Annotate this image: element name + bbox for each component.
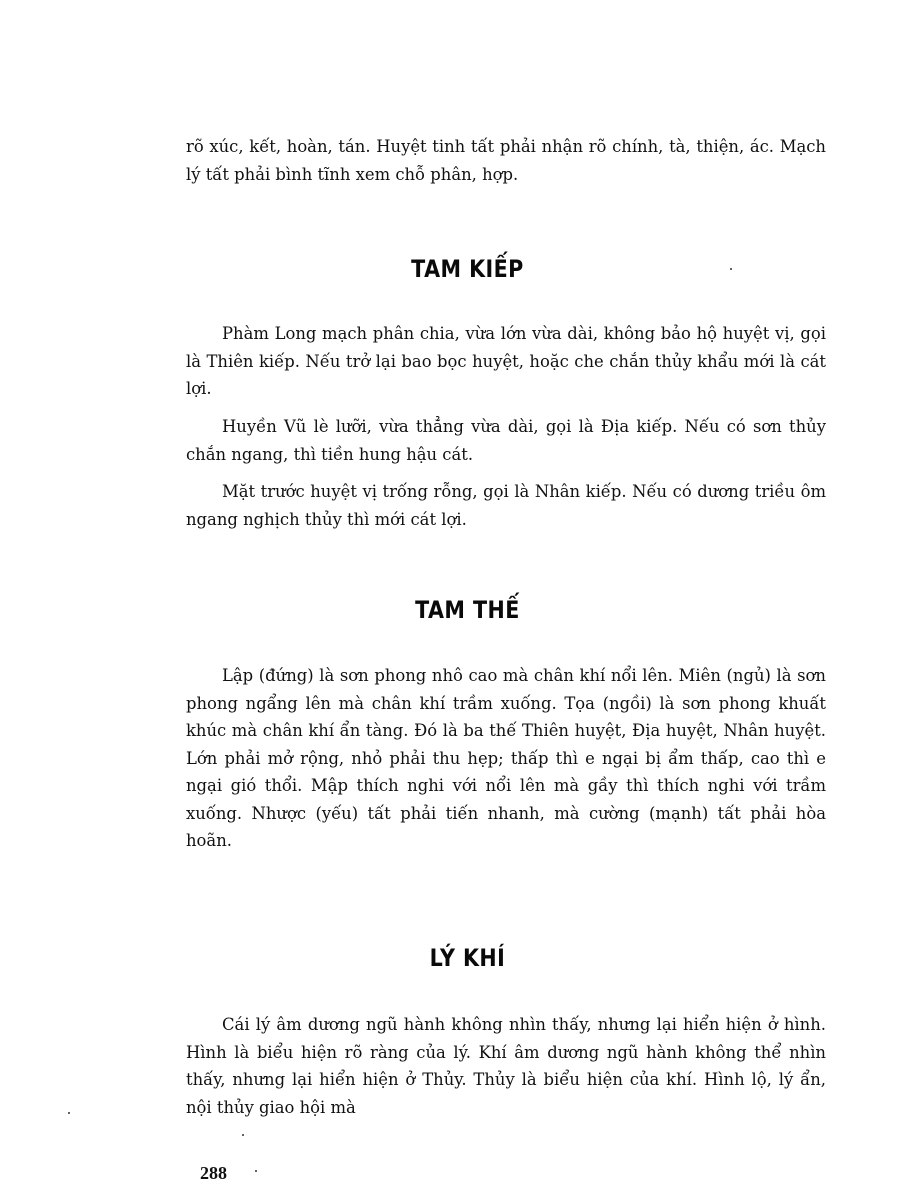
page-number: 288 [200,1163,227,1183]
section-heading-tam-kiep: TAM KIẾP [411,255,524,283]
tam-the-paragraph-1: Lập (đứng) là sơn phong nhô cao mà chân khí nổi lên. Miên (ngủ) là sơn phong ngẩng lên mà chân khí trầm xuống. Tọa (ngồi) là sơn phong khuất khúc mà chân khí ẩn tàng. Đó là ba thế Thiên huyệt, Địa huyệt, Nhân huyệt. Lớn phải mở rộng, nhỏ phải thu hẹp; thấp thì e ngại bị ẩm thấp, cao thì e ngại gió thổi. Mập thích nghi với nổi lên mà gầy thì thích nghi với trầm xuống. Nhược (yếu) tất phải tiến nhanh, mà cường (mạnh) tất phải hòa hoãn. [186,666,826,850]
tam-kiep-paragraph-2: Huyền Vũ lè lưỡi, vừa thẳng vừa dài, gọi là Địa kiếp. Nếu có sơn thủy chắn ngang, thì tiền hung hậu cát. [186,417,826,464]
scan-speck [255,1170,257,1172]
tam-kiep-paragraph-1: Phàm Long mạch phân chia, vừa lớn vừa dài, không bảo hộ huyệt vị, gọi là Thiên kiếp. Nếu trở lại bao bọc huyệt, hoặc che chắn thủy khẩu mới là cát lợi. [186,324,826,398]
tam-kiep-paragraph-3: Mặt trước huyệt vị trống rỗng, gọi là Nhân kiếp. Nếu có dương triều ôm ngang nghịch thủy thì mới cát lợi. [186,482,826,529]
section-heading-ly-khi: LÝ KHÍ [429,944,506,972]
scan-speck [730,268,732,270]
ly-khi-paragraph-1: Cái lý âm dương ngũ hành không nhìn thấy, nhưng lại hiển hiện ở hình. Hình là biểu hiện rõ ràng của lý. Khí âm dương ngũ hành không thể nhìn thấy, nhưng lại hiển hiện ở Thủy. Thủy là biểu hiện của khí. Hình lộ, lý ẩn, nội thủy giao hội mà [186,1015,826,1117]
continuation-paragraph: rõ xúc, kết, hoàn, tán. Huyệt tinh tất phải nhận rõ chính, tà, thiện, ác. Mạch lý tất phải bình tĩnh xem chỗ phân, hợp. [186,137,826,184]
scan-speck [242,1134,244,1136]
scan-speck [68,1112,70,1114]
section-heading-tam-the: TAM THẾ [415,596,520,624]
